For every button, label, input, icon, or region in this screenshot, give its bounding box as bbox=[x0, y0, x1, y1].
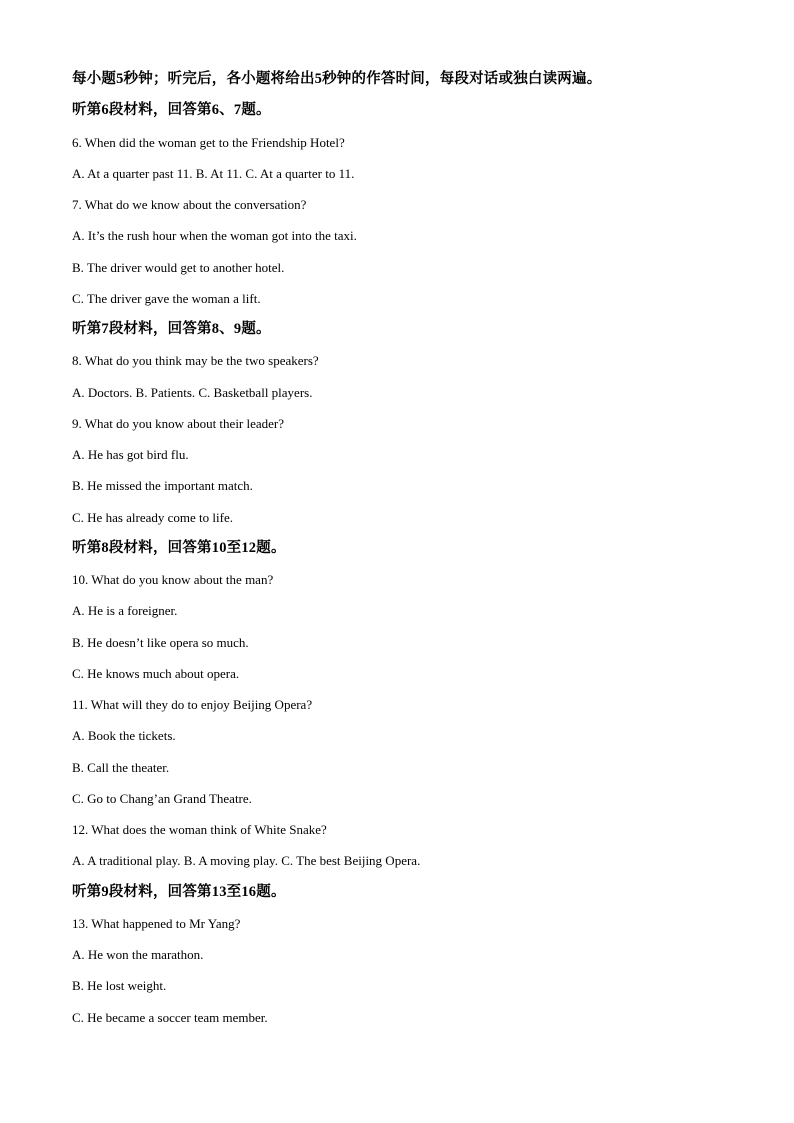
question-line: B. He lost weight. bbox=[72, 978, 167, 994]
question-line: B. He doesn’t like opera so much. bbox=[72, 634, 249, 650]
question-line: A. He has got bird flu. bbox=[72, 447, 189, 462]
question-line: A. It’s the rush hour when the woman got into the taxi. bbox=[72, 228, 357, 244]
section-heading: 听第7段材料，回答第8、9题。 bbox=[72, 321, 271, 337]
question-line: A. At a quarter past 11. B. At 11. C. At a quarter to 11. bbox=[72, 165, 355, 181]
question-line: A. A traditional play. B. A moving play. C. The best Beijing Opera. bbox=[72, 853, 421, 869]
question-line: B. The driver would get to another hotel. bbox=[72, 259, 285, 275]
question-line: A. He won the marathon. bbox=[72, 947, 204, 962]
question-line: B. He missed the important match. bbox=[72, 478, 253, 494]
question-line: 8. What do you think may be the two speakers? bbox=[72, 353, 319, 369]
question-line: 13. What happened to Mr Yang? bbox=[72, 915, 241, 931]
section-heading: 听第8段材料，回答第10至12题。 bbox=[72, 539, 286, 556]
question-line: 12. What does the woman think of White Snake? bbox=[72, 822, 327, 837]
section-heading: 每小题5秒钟；听完后，各小题将给出5秒钟的作答时间，每段对话或独白读两遍。 bbox=[72, 71, 602, 87]
question-line: 6. When did the woman get to the Friendship Hotel? bbox=[72, 134, 345, 150]
question-line: C. Go to Chang’an Grand Theatre. bbox=[72, 790, 252, 806]
question-line: C. He has already come to life. bbox=[72, 509, 233, 525]
question-line: A. Book the tickets. bbox=[72, 728, 176, 744]
question-line: A. Doctors. B. Patients. C. Basketball players. bbox=[72, 384, 313, 400]
section-heading: 听第6段材料，回答第6、7题。 bbox=[72, 102, 271, 119]
question-line: 11. What will they do to enjoy Beijing Opera? bbox=[72, 697, 313, 712]
question-line: A. He is a foreigner. bbox=[72, 603, 178, 619]
question-line: C. He knows much about opera. bbox=[72, 665, 240, 681]
question-line: C. He became a soccer team member. bbox=[72, 1009, 268, 1025]
question-line: 10. What do you know about the man? bbox=[72, 572, 274, 587]
question-line: 7. What do we know about the conversation? bbox=[72, 197, 307, 212]
section-heading: 听第9段材料，回答第13至16题。 bbox=[72, 883, 286, 900]
question-line: B. Call the theater. bbox=[72, 759, 170, 775]
question-line: 9. What do you know about their leader? bbox=[72, 415, 285, 431]
document-page bbox=[72, 64, 732, 1033]
question-line: C. The driver gave the woman a lift. bbox=[72, 290, 261, 306]
